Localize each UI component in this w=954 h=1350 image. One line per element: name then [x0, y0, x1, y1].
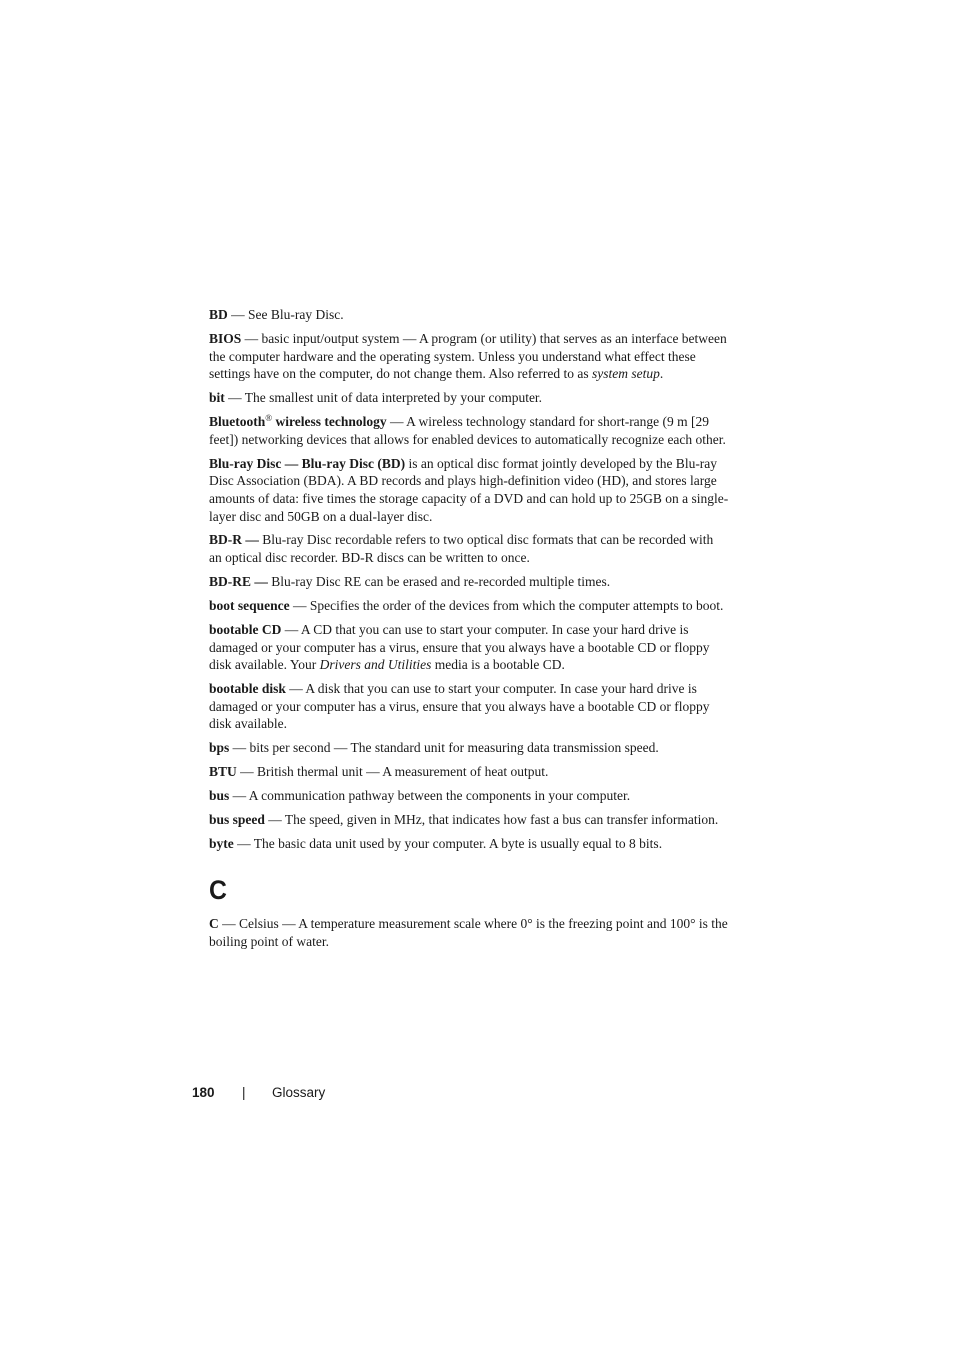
glossary-term: Bluetooth [209, 414, 266, 430]
glossary-entry [209, 531, 729, 566]
glossary-entries-b [209, 306, 729, 853]
footer-section-title: Glossary [272, 1085, 326, 1100]
glossary-entry [209, 787, 729, 805]
page-number: 180 [192, 1085, 215, 1100]
glossary-definition: — bits per second — The standard unit for measuring data transmission speed. [229, 740, 659, 756]
glossary-term: bps [209, 740, 230, 756]
glossary-definition: — basic input/output system — A program (or utility) that serves as an interface between the computer hardware and the operating system. Unless you understand what effect these settings have on the computer, do not change them. Also referred to as [209, 330, 727, 382]
glossary-definition: — The smallest unit of data interpreted by your computer. [224, 390, 543, 406]
glossary-definition: — The basic data unit used by your computer. A byte is usually equal to 8 bits. [233, 836, 663, 852]
glossary-definition: — The speed, given in MHz, that indicates how fast a bus can transfer information. [264, 812, 719, 828]
glossary-entry [209, 915, 729, 950]
glossary-entry [209, 739, 729, 757]
glossary-definition-italic: system setup [591, 366, 660, 382]
glossary-entry [209, 835, 729, 853]
glossary-definition-tail: media is a bootable CD. [431, 657, 565, 673]
glossary-definition: — A communication pathway between the components in your computer. [229, 788, 631, 804]
glossary-entry [209, 413, 729, 448]
registered-mark: ® [265, 413, 273, 424]
glossary-definition: Blu-ray Disc recordable refers to two optical disc formats that can be recorded with an optical disc recorder. BD-R discs can be written to once. [209, 532, 714, 566]
glossary-content [209, 306, 729, 956]
glossary-entry [209, 455, 729, 525]
glossary-definition-tail: . [659, 366, 664, 382]
glossary-definition: — A disk that you can use to start your computer. In case your hard drive is damaged or your computer has a virus, ensure that you always have a bootable CD or floppy disk available. [209, 681, 710, 732]
glossary-entry [209, 306, 729, 324]
glossary-term: bootable CD [209, 622, 282, 638]
glossary-definition: — A CD that you can use to start your computer. In case your hard drive is damaged or your computer has a virus, ensure that you always have a bootable CD or floppy disk available. Your [209, 622, 710, 673]
glossary-definition: — A wireless technology standard for short-range (9 m [29 feet]) networking devices that allows for enabled devices to automatically recognize each other. [209, 414, 726, 447]
glossary-entry [209, 763, 729, 781]
glossary-term: BIOS [209, 330, 242, 346]
glossary-entry [209, 811, 729, 829]
glossary-entry [209, 621, 729, 674]
glossary-term: bootable disk [209, 681, 286, 697]
glossary-term: BD-R — [209, 532, 259, 548]
glossary-entry [209, 330, 729, 383]
glossary-definition: — See Blu-ray Disc. [227, 307, 344, 322]
glossary-entry [209, 680, 729, 733]
glossary-entry [209, 389, 729, 407]
glossary-definition-italic: Drivers and Utilities [319, 657, 432, 673]
glossary-entry [209, 573, 729, 591]
glossary-term: BTU [209, 764, 237, 780]
glossary-entries-c [209, 915, 729, 950]
footer-separator: | [242, 1085, 246, 1100]
glossary-term: bus speed [209, 812, 265, 828]
glossary-term: boot sequence [209, 598, 290, 614]
glossary-definition: — Specifies the order of the devices from which the computer attempts to boot. [289, 598, 724, 614]
glossary-term: bit [209, 390, 225, 406]
section-heading-c: C [209, 874, 227, 905]
glossary-term: BD [209, 307, 228, 322]
glossary-term: byte [209, 836, 234, 852]
glossary-term-continued: wireless technology [272, 414, 387, 430]
glossary-term: bus [209, 788, 230, 804]
glossary-term: C [209, 915, 219, 931]
glossary-definition: — British thermal unit — A measurement of heat output. [236, 764, 549, 780]
glossary-term: BD-RE — [209, 574, 268, 590]
glossary-definition: Blu-ray Disc RE can be erased and re-recorded multiple times. [267, 574, 611, 590]
glossary-definition: is an optical disc format jointly developed by the Blu-ray Disc Association (BDA). A BD records and plays high-definition video (HD), and stores large amounts of data: five times the storage capacity of a DVD and can hold up to 25GB on a single-layer disc and 50GB on a dual-layer disc. [209, 455, 729, 524]
glossary-definition: — Celsius — A temperature measurement scale where 0° is the freezing point and 100° is the boiling point of water. [209, 915, 728, 949]
glossary-term: Blu-ray Disc — Blu-ray Disc (BD) [209, 455, 406, 471]
page-footer [192, 1084, 325, 1102]
glossary-entry [209, 597, 729, 615]
